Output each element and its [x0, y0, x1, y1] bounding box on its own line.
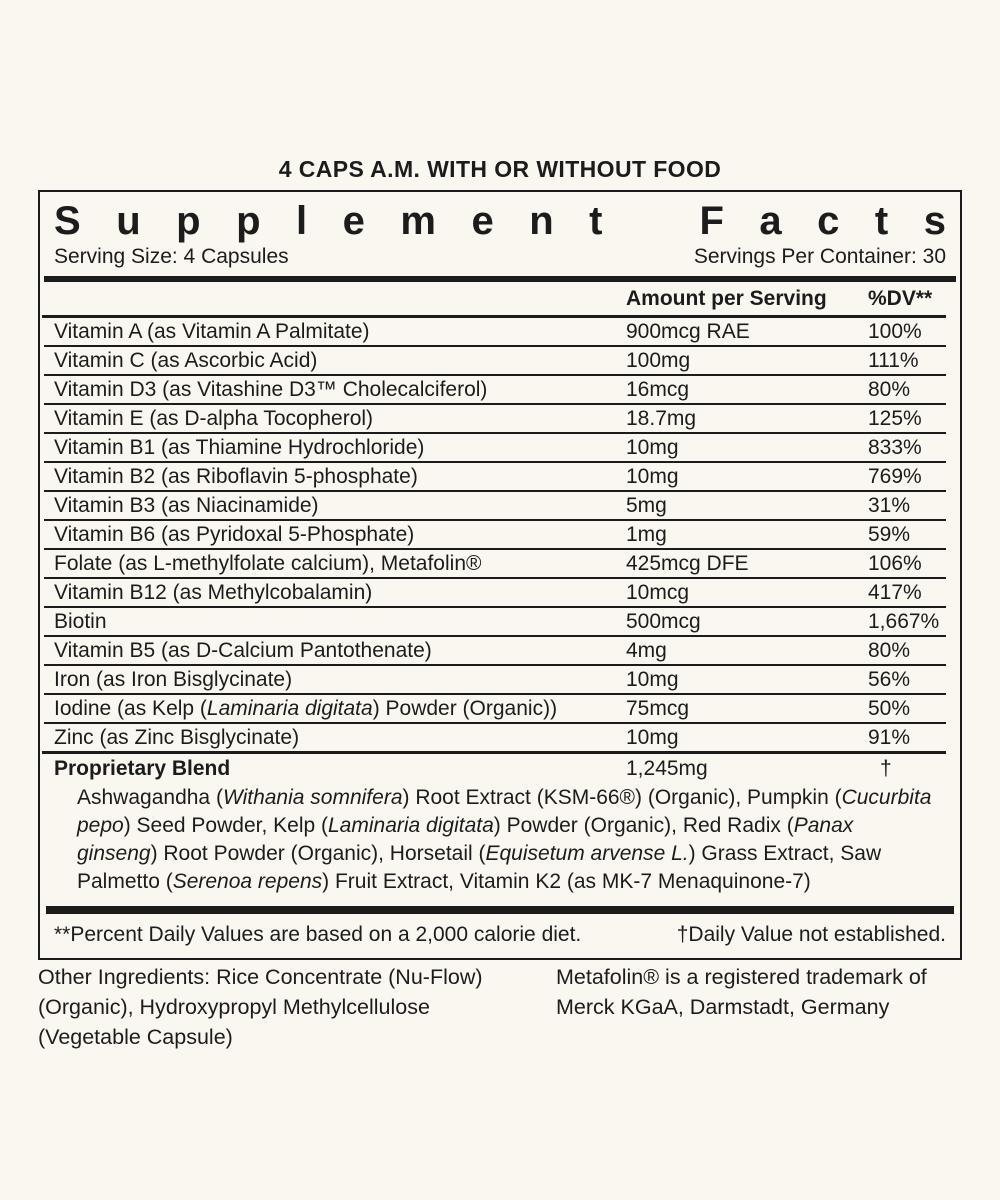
- row-vitamin-d3: [40, 376, 946, 403]
- row-vitamin-b5: [40, 637, 946, 664]
- blend-amount: 1,245mg: [626, 757, 708, 780]
- nutrient-name: Vitamin B5 (as D-Calcium Pantothenate): [54, 638, 432, 662]
- usage-instruction: 4 CAPS A.M. WITH OR WITHOUT FOOD: [278, 156, 722, 182]
- divider-heavy-footnote: [46, 906, 954, 914]
- footnote-dagger: †Daily Value not established.: [676, 923, 946, 946]
- nutrient-amount: 10mcg: [626, 580, 690, 604]
- nutrient-dv: 417%: [868, 580, 922, 604]
- nutrient-dv: 125%: [868, 406, 922, 430]
- row-vitamin-a: [40, 318, 946, 345]
- row-zinc: [40, 724, 946, 751]
- blend-description: Ashwagandha (Withania somnifera) Root Extract (KSM-66®) (Organic), Pumpkin (Cucurbita pepo) Seed Powder, Kelp (Laminaria digitata) Powder (Organic), Red Radix (Panax ginseng) Root Powder (Organic), Horsetail (Equisetum arvense L.) Grass Extract, Saw Palmetto (Serenoa repens) Fruit Extract, Vitamin K2 (as MK-7 Menaquinone-7): [77, 786, 932, 893]
- nutrient-amount: 10mg: [626, 435, 679, 459]
- nutrient-amount: 10mg: [626, 725, 679, 749]
- col-header-dv: %DV**: [868, 286, 933, 310]
- supplement-facts-panel: [38, 190, 962, 960]
- nutrient-amount: 4mg: [626, 638, 667, 662]
- nutrient-amount: 75mcg: [626, 696, 690, 720]
- nutrient-name: Iron (as Iron Bisglycinate): [54, 667, 293, 691]
- row-vitamin-c: [40, 347, 946, 374]
- nutrient-amount: 900mcg RAE: [626, 319, 750, 343]
- other-ingredients-note: Other Ingredients: Rice Concentrate (Nu-Flow) (Organic), Hydroxypropyl Methylcellulose (Vegetable Capsule): [38, 965, 483, 1049]
- nutrient-name: Vitamin B6 (as Pyridoxal 5-Phosphate): [54, 522, 415, 546]
- row-folate: [40, 550, 946, 577]
- nutrient-dv: 50%: [868, 696, 911, 720]
- nutrient-dv: 106%: [868, 551, 922, 575]
- nutrient-dv: 80%: [868, 638, 911, 662]
- row-iron: [40, 666, 946, 693]
- nutrient-amount: 100mg: [626, 348, 691, 372]
- nutrient-amount: 10mg: [626, 667, 679, 691]
- footnote-percent-dv: **Percent Daily Values are based on a 2,000 calorie diet.: [54, 923, 582, 946]
- nutrient-name: Vitamin B12 (as Methylcobalamin): [54, 580, 373, 604]
- nutrient-amount: 500mcg: [626, 609, 701, 633]
- nutrient-name: Vitamin D3 (as Vitashine D3™ Cholecalciferol): [54, 377, 488, 401]
- trademark-note: Metafolin® is a registered trademark of Merck KGaA, Darmstadt, Germany: [556, 965, 927, 1019]
- nutrient-name: Vitamin E (as D-alpha Tocopherol): [54, 406, 374, 430]
- nutrient-name: Folate (as L-methylfolate calcium), Metafolin®: [54, 551, 482, 575]
- nutrient-table: [40, 282, 946, 906]
- nutrient-dv: 769%: [868, 464, 922, 488]
- nutrient-dv: 111%: [868, 348, 919, 372]
- nutrient-name: Biotin: [54, 609, 107, 633]
- table-header-row: [40, 282, 946, 315]
- nutrient-amount: 1mg: [626, 522, 667, 546]
- nutrient-dv: 833%: [868, 435, 922, 459]
- nutrient-dv: 56%: [868, 667, 911, 691]
- row-vitamin-b6: [40, 521, 946, 548]
- nutrient-amount: 10mg: [626, 464, 679, 488]
- nutrient-dv: 91%: [868, 725, 911, 749]
- row-iodine: [40, 695, 946, 722]
- nutrient-amount: 425mcg DFE: [626, 551, 749, 575]
- row-vitamin-e: [40, 405, 946, 432]
- col-header-amount: Amount per Serving: [626, 286, 827, 310]
- row-vitamin-b3: [40, 492, 946, 519]
- nutrient-dv: 31%: [868, 493, 911, 517]
- serving-info-row: [40, 242, 960, 276]
- row-vitamin-b2: [40, 463, 946, 490]
- nutrient-amount: 5mg: [626, 493, 667, 517]
- nutrient-dv: 80%: [868, 377, 911, 401]
- nutrient-amount: 18.7mg: [626, 406, 697, 430]
- nutrient-name: Zinc (as Zinc Bisglycinate): [54, 725, 300, 749]
- row-vitamin-b1: [40, 434, 946, 461]
- row-biotin: [40, 608, 946, 635]
- nutrient-dv: 100%: [868, 319, 922, 343]
- nutrient-name: Iodine (as Kelp (Laminaria digitata) Powder (Organic)): [54, 696, 558, 720]
- blend-name: Proprietary Blend: [54, 757, 231, 780]
- nutrient-amount: 16mcg: [626, 377, 690, 401]
- blend-dv-dagger: †: [880, 757, 892, 780]
- footnote-row: [40, 914, 960, 958]
- serving-size: Serving Size: 4 Capsules: [54, 245, 289, 268]
- nutrient-name: Vitamin A (as Vitamin A Palmitate): [54, 319, 370, 343]
- nutrient-name: Vitamin B3 (as Niacinamide): [54, 493, 319, 517]
- nutrient-name: Vitamin C (as Ascorbic Acid): [54, 348, 318, 372]
- nutrient-name: Vitamin B1 (as Thiamine Hydrochloride): [54, 435, 425, 459]
- panel-title: S u p p l e m e n t F a c t s: [54, 199, 946, 243]
- row-proprietary-blend: [40, 754, 946, 784]
- nutrient-name: Vitamin B2 (as Riboflavin 5-phosphate): [54, 464, 418, 488]
- row-vitamin-b12: [40, 579, 946, 606]
- servings-per-container: Servings Per Container: 30: [693, 245, 946, 268]
- nutrient-dv: 1,667%: [868, 609, 940, 633]
- nutrient-dv: 59%: [868, 522, 911, 546]
